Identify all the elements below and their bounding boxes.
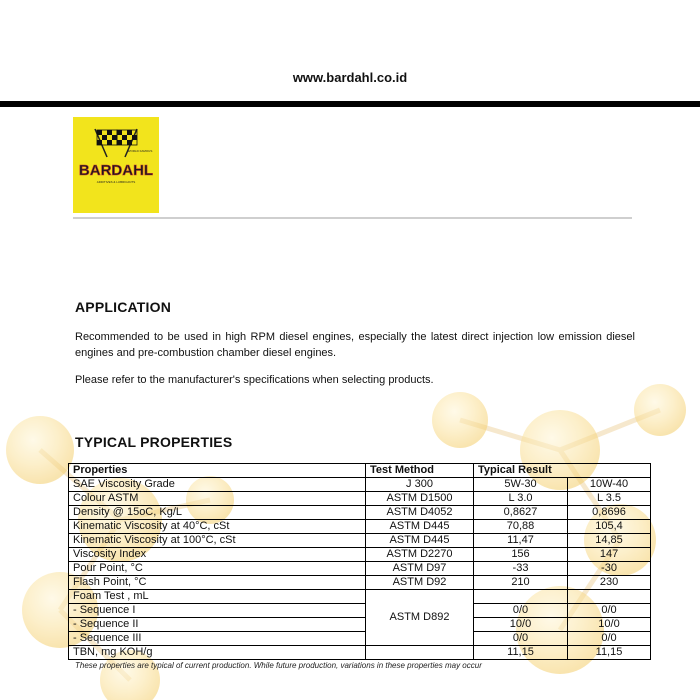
- row-property: Kinematic Viscosity at 40°C, cSt: [69, 520, 366, 534]
- tbn-result-2: 11,15: [568, 646, 651, 660]
- sequence-label: - Sequence III: [69, 632, 366, 646]
- table-row: [69, 562, 651, 576]
- row-property: Kinematic Viscosity at 100°C, cSt: [69, 534, 366, 548]
- sequence-label: - Sequence II: [69, 618, 366, 632]
- table-row: [69, 520, 651, 534]
- row-property: Viscosity Index: [69, 548, 366, 562]
- sequence-result-1: 0/0: [474, 632, 568, 646]
- row-result-1: 210: [474, 576, 568, 590]
- row-result-2: 10W-40: [568, 478, 651, 492]
- table-row: [69, 506, 651, 520]
- row-method: ASTM D92: [366, 576, 474, 590]
- row-result-2: 147: [568, 548, 651, 562]
- row-method: ASTM D445: [366, 534, 474, 548]
- tbn-label: TBN, mg KOH/g: [69, 646, 366, 660]
- sequence-label: - Sequence I: [69, 604, 366, 618]
- row-method: ASTM D97: [366, 562, 474, 576]
- row-property: Pour Point, °C: [69, 562, 366, 576]
- logo-wordmark: BARDAHL: [78, 162, 154, 179]
- header-test-method: Test Method: [366, 464, 474, 478]
- typical-properties-table: [68, 463, 651, 660]
- typical-properties-heading: TYPICAL PROPERTIES: [75, 434, 233, 450]
- row-result-2: 105,4: [568, 520, 651, 534]
- logo-divider: [73, 217, 632, 219]
- header-divider: [0, 101, 700, 107]
- header-typical-result: Typical Result: [474, 464, 651, 478]
- row-result-2: 0,8696: [568, 506, 651, 520]
- row-method: ASTM D445: [366, 520, 474, 534]
- tbn-result-1: 11,15: [474, 646, 568, 660]
- sequence-result-2: 0/0: [568, 604, 651, 618]
- row-result-1: 0,8627: [474, 506, 568, 520]
- application-heading: APPLICATION: [75, 299, 172, 315]
- table-footnote: These properties are typical of current production. While future production, variations in these properties may occur: [75, 661, 482, 670]
- table-row: [69, 618, 651, 632]
- sequence-result-1: 10/0: [474, 618, 568, 632]
- row-result-2: L 3.5: [568, 492, 651, 506]
- foam-test-label: Foam Test , mL: [69, 590, 366, 604]
- row-result-1: 11,47: [474, 534, 568, 548]
- bardahl-logo: [73, 117, 159, 213]
- row-method: J 300: [366, 478, 474, 492]
- sequence-result-2: 10/0: [568, 618, 651, 632]
- row-method: ASTM D1500: [366, 492, 474, 506]
- table-row: [69, 604, 651, 618]
- row-result-2: 14,85: [568, 534, 651, 548]
- row-property: Density @ 15oC, Kg/L: [69, 506, 366, 520]
- row-property: Flash Point, °C: [69, 576, 366, 590]
- row-property: Colour ASTM: [69, 492, 366, 506]
- foam-result-1-empty: [474, 590, 568, 604]
- row-method: ASTM D4052: [366, 506, 474, 520]
- sequence-result-1: 0/0: [474, 604, 568, 618]
- table-row: [69, 632, 651, 646]
- table-row: [69, 576, 651, 590]
- sequence-result-2: 0/0: [568, 632, 651, 646]
- foam-test-row: [69, 590, 651, 604]
- application-paragraph-1: Recommended to be used in high RPM diesel engines, especially the latest direct injection low emission diesel engines and pre-combustion chamber diesel engines.: [75, 331, 635, 359]
- row-result-1: L 3.0: [474, 492, 568, 506]
- foam-test-method: ASTM D892: [366, 590, 474, 646]
- row-method: ASTM D2270: [366, 548, 474, 562]
- tbn-method: [366, 646, 474, 660]
- row-result-2: -30: [568, 562, 651, 576]
- row-property: SAE Viscosity Grade: [69, 478, 366, 492]
- table-row: [69, 534, 651, 548]
- table-row: [69, 492, 651, 506]
- application-paragraph-2: Please refer to the manufacturer's specifications when selecting products.: [75, 374, 434, 386]
- website-url: www.bardahl.co.id: [292, 70, 408, 85]
- foam-result-2-empty: [568, 590, 651, 604]
- row-result-2: 230: [568, 576, 651, 590]
- table-header-row: [69, 464, 651, 478]
- row-result-1: 156: [474, 548, 568, 562]
- table-row: [69, 548, 651, 562]
- table-row: [69, 478, 651, 492]
- logo-tagline-bottom: ADDITIVES & LUBRICANTS: [96, 180, 136, 184]
- row-result-1: 70,88: [474, 520, 568, 534]
- row-result-1: 5W-30: [474, 478, 568, 492]
- table-row: [69, 646, 651, 660]
- header-properties: Properties: [69, 464, 366, 478]
- logo-tagline-top: WORLD FAMOUS: [127, 149, 153, 153]
- row-result-1: -33: [474, 562, 568, 576]
